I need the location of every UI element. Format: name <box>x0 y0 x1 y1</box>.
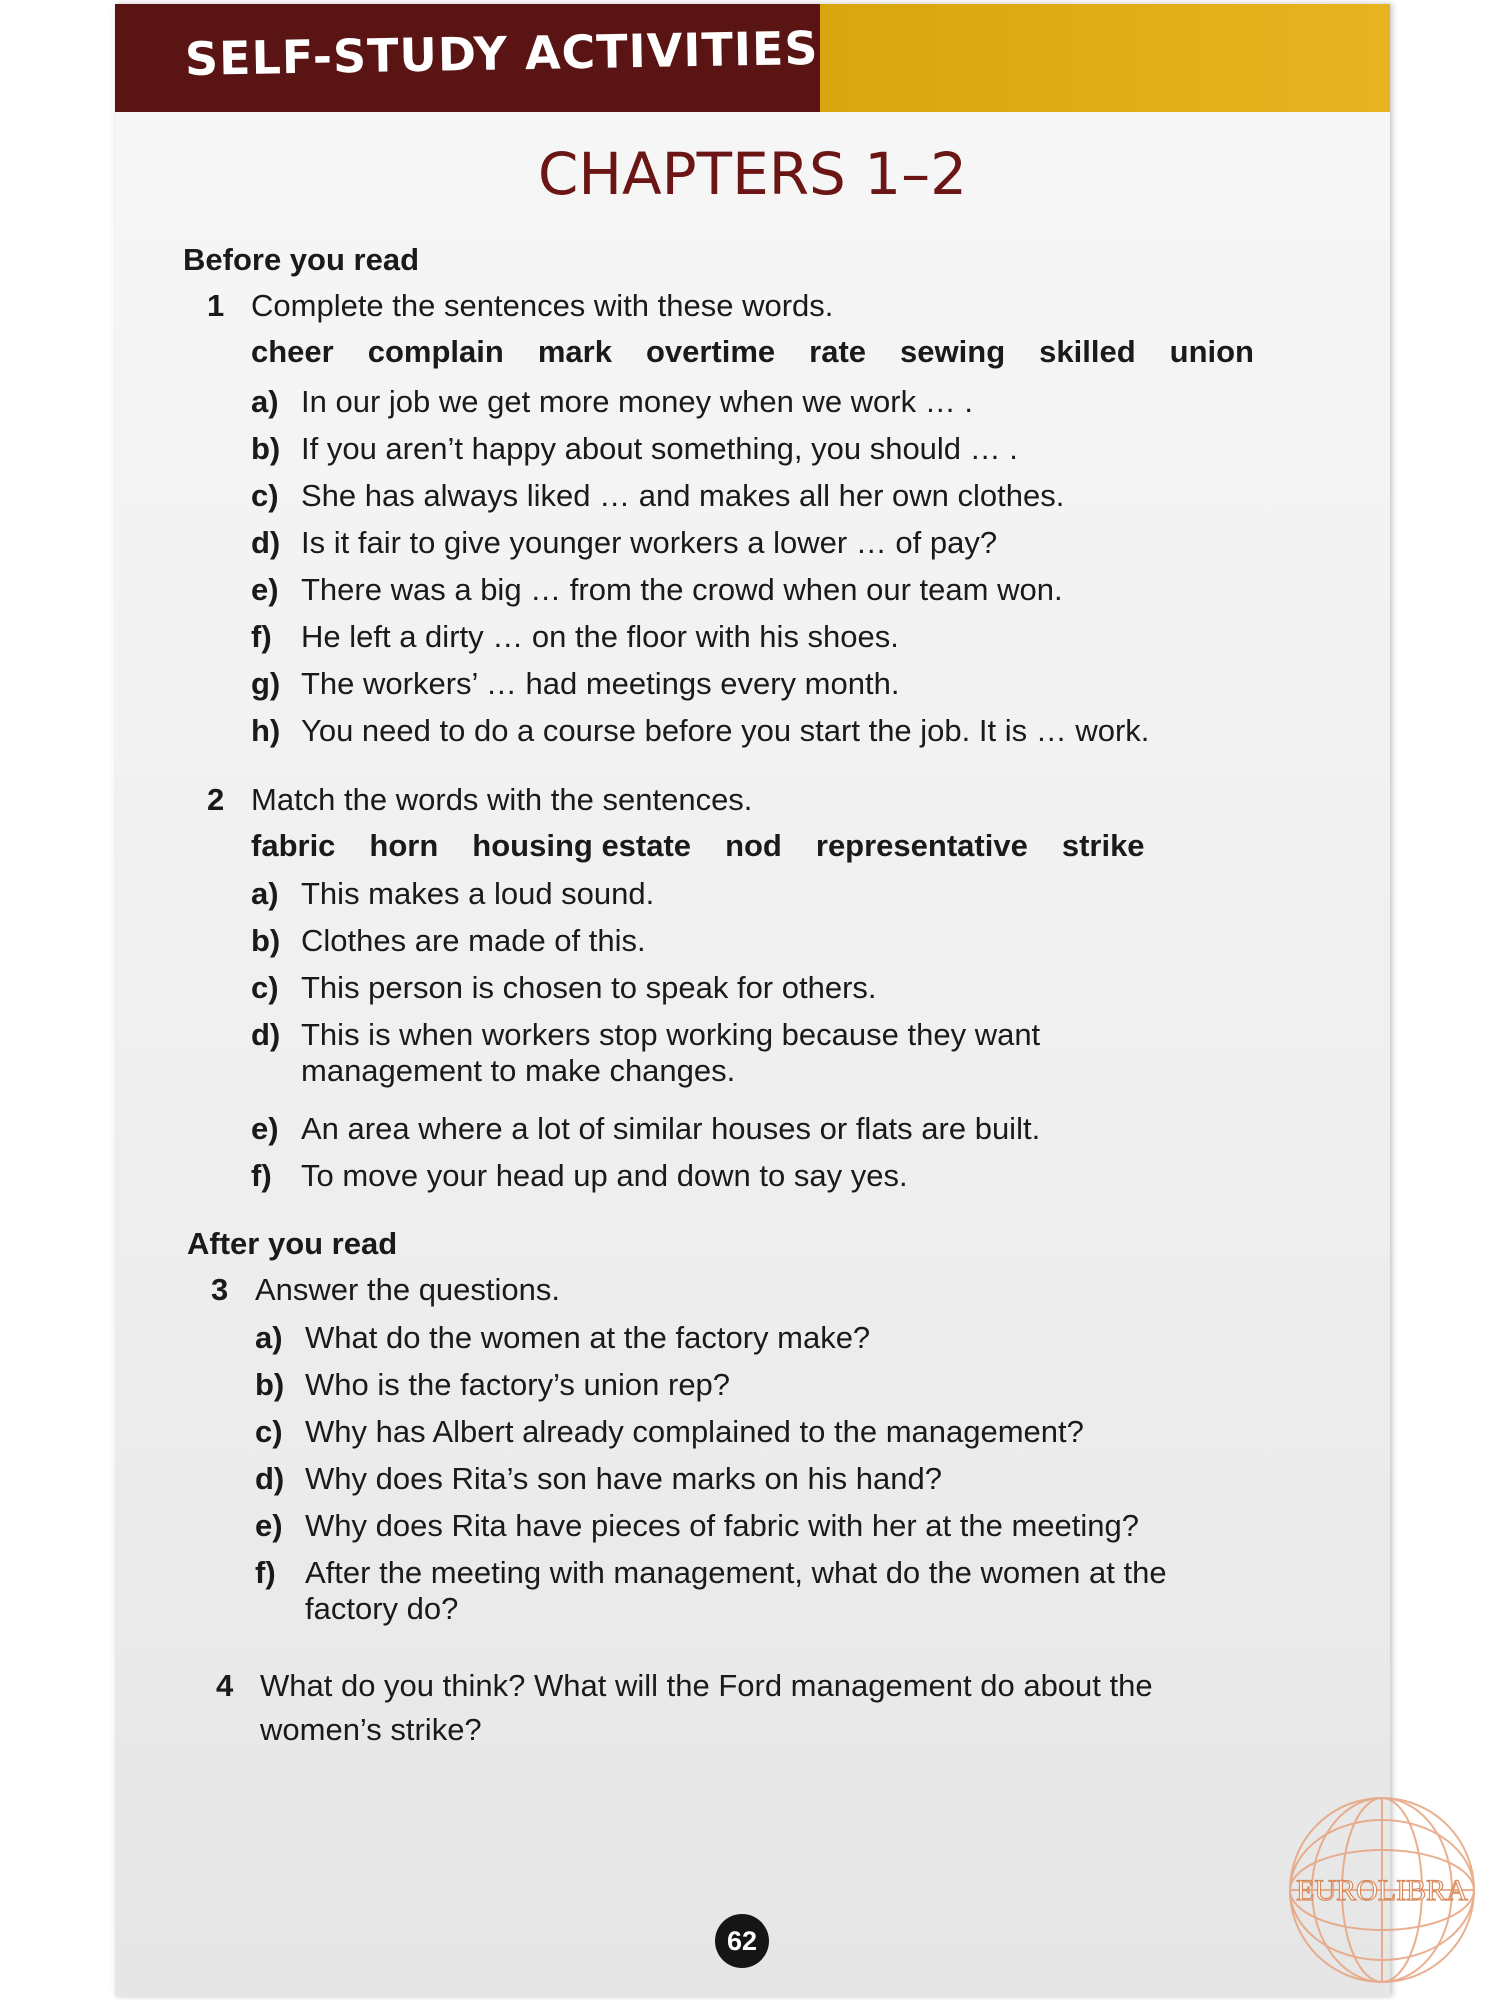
word: sewing <box>900 334 1006 369</box>
list-item <box>255 1320 870 1356</box>
item-letter: c) <box>251 478 279 513</box>
list-item <box>255 1555 1167 1627</box>
item-text: Why does Rita have pieces of fabric with her at the meeting? <box>305 1508 1139 1543</box>
word-bank-2 <box>251 828 1179 864</box>
item-letter: d) <box>251 525 281 560</box>
item-letter: c) <box>251 970 279 1005</box>
question-text: Match the words with the sentences. <box>251 782 753 817</box>
item-letter: b) <box>251 431 281 466</box>
banner-gold-block <box>820 4 1390 112</box>
item-text: To move your head up and down to say yes. <box>301 1158 908 1193</box>
question-number: 3 <box>211 1272 229 1307</box>
list-item <box>251 923 646 959</box>
item-text: This person is chosen to speak for others. <box>301 970 877 1005</box>
book-page <box>115 4 1390 1996</box>
question-number: 2 <box>207 782 225 817</box>
item-text: In our job we get more money when we work … . <box>301 384 973 419</box>
list-item <box>251 525 997 561</box>
item-text: If you aren’t happy about something, you should … . <box>301 431 1018 466</box>
item-letter: d) <box>255 1461 285 1496</box>
question-text: What do you think? What will the Ford management do about the <box>260 1668 1153 1703</box>
item-text: He left a dirty … on the floor with his shoes. <box>301 619 899 654</box>
item-letter: g) <box>251 666 281 701</box>
word: horn <box>369 828 439 863</box>
item-letter: f) <box>255 1555 276 1590</box>
list-item <box>251 1111 1040 1147</box>
list-item <box>251 876 654 912</box>
item-letter: a) <box>251 876 279 911</box>
watermark-text: EUROLIBRA <box>1296 1874 1468 1907</box>
word: representative <box>815 828 1028 863</box>
eurolibra-watermark-logo <box>1282 1790 1482 1990</box>
after-you-read-heading: After you read <box>187 1226 398 1261</box>
item-letter: d) <box>251 1017 281 1052</box>
list-item <box>255 1461 942 1497</box>
question-number: 4 <box>216 1668 234 1703</box>
before-you-read-heading: Before you read <box>183 242 420 277</box>
word: union <box>1169 334 1254 369</box>
word: complain <box>367 334 504 369</box>
word-bank-1 <box>251 334 1288 370</box>
list-item <box>251 1017 1040 1089</box>
list-item <box>251 384 973 420</box>
item-letter: e) <box>251 572 279 607</box>
item-text: There was a big … from the crowd when our team won. <box>301 572 1063 607</box>
list-item <box>255 1508 1139 1544</box>
list-item <box>251 619 899 655</box>
list-item <box>251 666 899 702</box>
item-letter: f) <box>251 1158 272 1193</box>
item-text: An area where a lot of similar houses or flats are built. <box>301 1111 1041 1146</box>
item-letter: a) <box>255 1320 283 1355</box>
list-item <box>251 478 1064 514</box>
chapter-title: CHAPTERS 1–2 <box>537 140 968 208</box>
item-letter: c) <box>255 1414 283 1449</box>
question-4 <box>216 1668 1153 1748</box>
word: cheer <box>251 334 334 369</box>
list-item <box>255 1414 1084 1450</box>
word: fabric <box>251 828 336 863</box>
item-letter: e) <box>255 1508 283 1543</box>
item-text: The workers’ … had meetings every month. <box>301 666 900 701</box>
word: nod <box>725 828 782 863</box>
word: mark <box>537 334 612 369</box>
item-letter: a) <box>251 384 279 419</box>
word: strike <box>1061 828 1145 863</box>
list-item <box>251 970 877 1006</box>
word: overtime <box>645 334 776 369</box>
banner-title: SELF-STUDY ACTIVITIES <box>184 20 819 86</box>
item-letter: e) <box>251 1111 279 1146</box>
list-item <box>255 1367 730 1403</box>
question-text: Complete the sentences with these words. <box>251 288 834 323</box>
header-banner <box>115 4 1390 112</box>
item-text: Who is the factory’s union rep? <box>305 1367 731 1402</box>
list-item <box>251 713 1149 749</box>
question-3 <box>211 1272 561 1308</box>
question-text: Answer the questions. <box>255 1272 561 1307</box>
item-text: What do the women at the factory make? <box>305 1320 871 1355</box>
item-letter: b) <box>255 1367 285 1402</box>
item-text-continued: factory do? <box>305 1591 459 1626</box>
item-letter: f) <box>251 619 272 654</box>
item-text: This makes a loud sound. <box>301 876 655 911</box>
item-text: Clothes are made of this. <box>301 923 646 958</box>
question-text-continued: women’s strike? <box>260 1712 482 1747</box>
item-text: She has always liked … and makes all her own clothes. <box>301 478 1065 513</box>
item-text: Why does Rita’s son have marks on his hand? <box>305 1461 942 1496</box>
list-item <box>251 572 1063 608</box>
item-text: Is it fair to give younger workers a lower … of pay? <box>301 525 998 560</box>
word: skilled <box>1039 334 1136 369</box>
item-text: You need to do a course before you start the job. It is … work. <box>301 713 1150 748</box>
word: housing estate <box>472 828 692 863</box>
item-text: After the meeting with management, what do the women at the <box>305 1555 1167 1590</box>
page-number: 62 <box>715 1914 769 1968</box>
item-text: This is when workers stop working because they want <box>301 1017 1041 1052</box>
item-text: Why has Albert already complained to the management? <box>305 1414 1084 1449</box>
item-letter: b) <box>251 923 281 958</box>
item-text-continued: management to make changes. <box>301 1053 736 1088</box>
word: rate <box>809 334 867 369</box>
question-number: 1 <box>207 288 225 323</box>
list-item <box>251 1158 908 1194</box>
question-2 <box>207 782 753 818</box>
list-item <box>251 431 1018 467</box>
item-letter: h) <box>251 713 281 748</box>
question-1 <box>207 288 834 324</box>
